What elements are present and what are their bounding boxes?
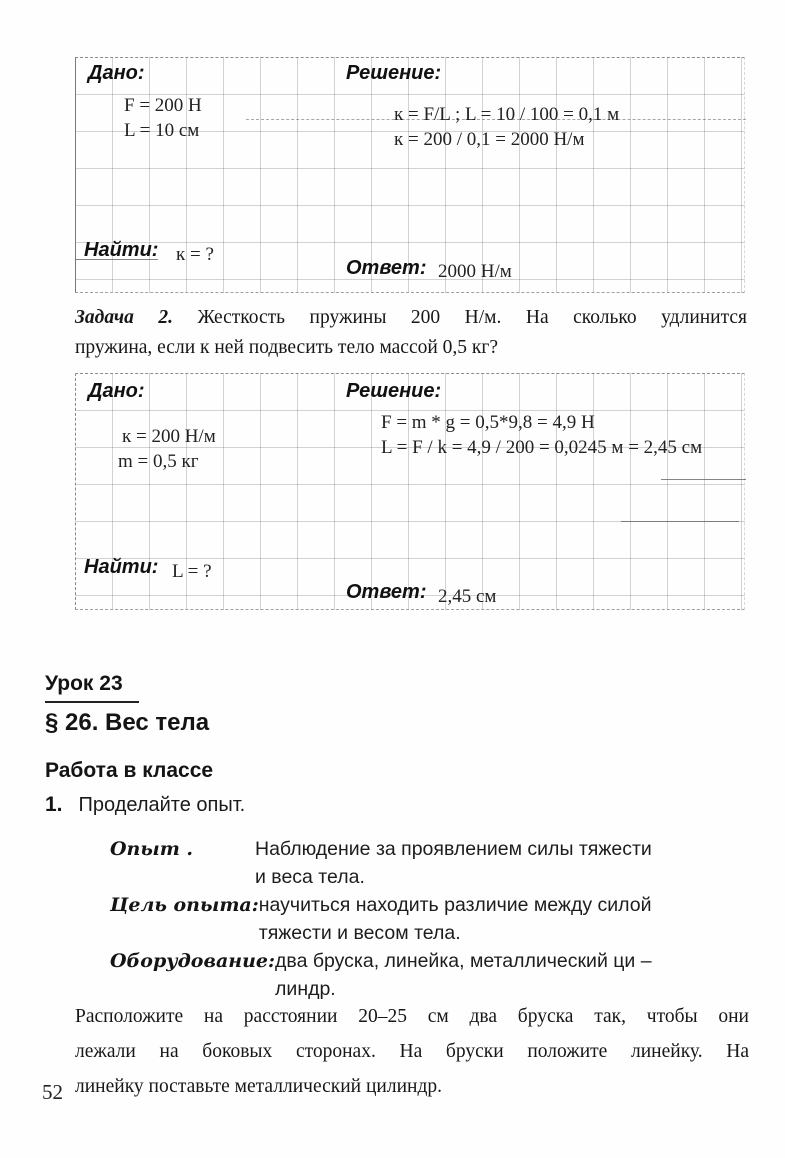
dano-label: Дано: [88,380,145,402]
statement-line [75,303,747,333]
naiti-label: Найти: [84,239,159,261]
item-text: Проделайте опыт. [78,794,246,816]
otvet-label: Ответ: [346,581,427,603]
experiment-text [259,891,652,947]
exercise-item [45,793,245,817]
scan-line [621,521,739,522]
experiment-text [275,947,652,1003]
statement-line: пружина, если к ней подвесить тело массой 0,5 кг? [75,337,499,358]
experiment-text-line: линдр. [275,978,336,1000]
page-number: 52 [42,1080,63,1104]
given-value: L = 10 см [124,120,200,141]
lesson-title: Урок 23 [45,672,139,703]
find-value: L = ? [172,561,212,582]
dano-label: Дано: [88,62,145,84]
task2-heading: Задача 2. [75,307,173,328]
experiment-text [255,835,652,891]
given-value: F = 200 Н [124,95,202,116]
experiment-block [110,835,720,1003]
experiment-text-line: Наблюдение за проявлением силы тяжести [255,838,652,860]
experiment-text-line: и веса тела. [255,866,365,888]
paragraph-line: Расположите на расстоянии 20–25 см два бруска так, чтобы они [75,1006,749,1027]
paragraph-line: лежали на боковых сторонах. На бруски положите линейку. На [75,1041,749,1062]
experiment-text-line: два бруска, линейка, металлический ци – [275,950,652,972]
experiment-label: Цель опыта: [110,894,259,916]
solution-line: к = 200 / 0,1 = 2000 Н/м [394,129,585,150]
solution-line: F = m * g = 0,5*9,8 = 4,9 Н [381,412,595,433]
section-title: § 26. Вес тела [45,709,210,736]
solution-line: L = F / k = 4,9 / 200 = 0,0245 м = 2,45 см [381,437,703,458]
find-value: к = ? [176,244,214,265]
scan-line [661,479,746,480]
answer-value: 2000 Н/м [438,261,512,282]
answer-value: 2,45 см [438,586,497,607]
given-value: к = 200 Н/м [122,426,216,447]
task1-solution-box [75,57,745,293]
given-value: m = 0,5 кг [118,451,199,472]
work-in-class-title: Работа в классе [45,759,214,782]
experiment-text-line: тяжести и весом тела. [258,922,461,944]
statement-text: Жесткость пружины 200 Н/м. На сколько удлинится [197,307,748,328]
experiment-label: Оборудование: [110,950,276,972]
experiment-row [110,891,720,947]
instruction-paragraph [75,999,749,1104]
paragraph-line: линейку поставьте металлический цилиндр. [75,1076,442,1097]
experiment-row [110,947,720,1003]
experiment-row [110,835,720,891]
experiment-label: Опыт . [110,838,194,860]
task2-statement [75,303,747,363]
naiti-label: Найти: [84,556,159,578]
solution-line: к = F/L ; L = 10 / 100 = 0,1 м [394,104,620,125]
experiment-text-line: научиться находить различие между силой [258,894,652,916]
reshenie-label: Решение: [346,380,442,402]
otvet-label: Ответ: [346,257,427,279]
task2-solution-box [75,373,745,610]
reshenie-label: Решение: [346,62,442,84]
item-number: 1. [45,793,63,816]
